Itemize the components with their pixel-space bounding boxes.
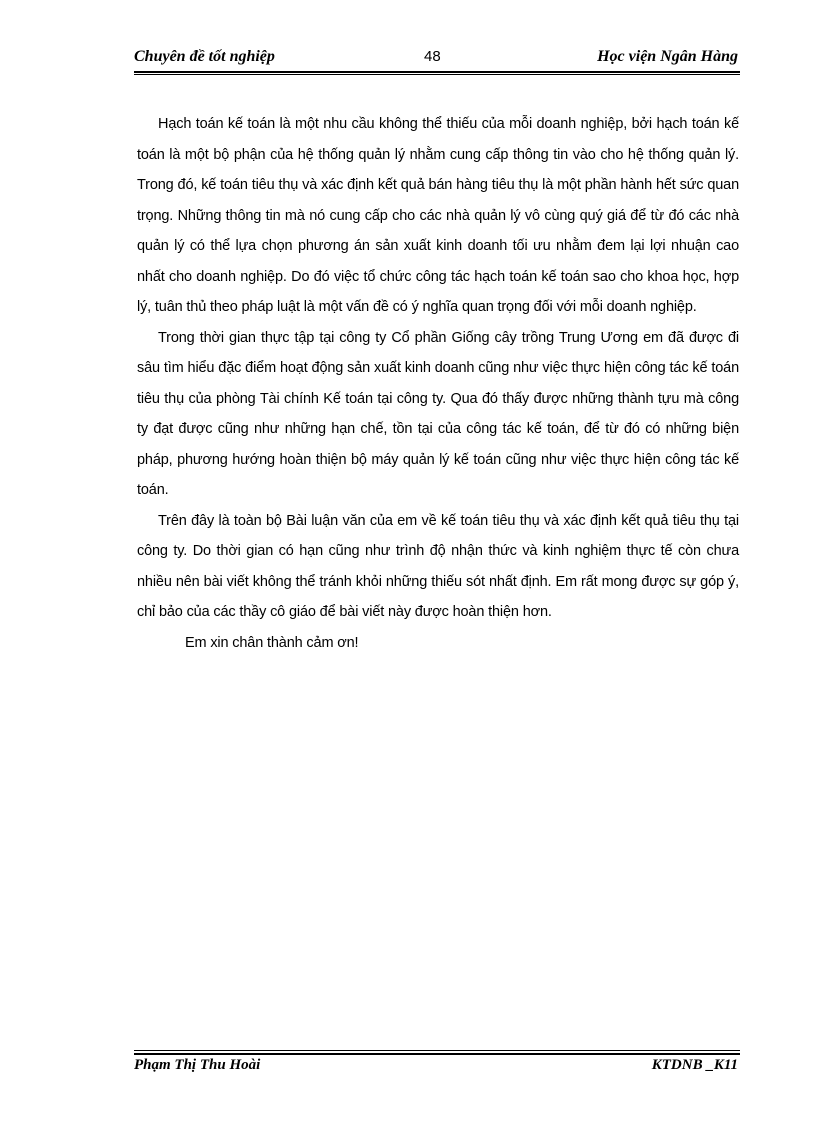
header-institution: Học viện Ngân Hàng [597, 48, 738, 65]
footer-class-code: KTDNB _K11 [651, 1057, 738, 1073]
page-header [134, 48, 740, 70]
header-rule-thin [134, 74, 740, 75]
page-number: 48 [424, 48, 441, 65]
paragraph-1: Hạch toán kế toán là một nhu cầu không thể thiếu của mỗi doanh nghiệp, bởi hạch toán kế toán là một bộ phận của hệ thống quản lý nhằm cung cấp thông tin vào cho hệ thống quản lý. Trong đó, kế toán tiêu thụ và xác định kết quả bán hàng tiêu thụ là một phần hành hết sức quan trọng. Những thông tin mà nó cung cấp cho các nhà quản lý vô cùng quý giá để từ đó các nhà quản lý có thể lựa chọn phương án sản xuất kinh doanh tối ưu nhằm đem lại lợi nhuận cao nhất cho doanh nghiệp. Do đó việc tổ chức công tác hạch toán kế toán sao cho khoa học, hợp lý, tuân thủ theo pháp luật là một vấn đề có ý nghĩa quan trọng đối với mỗi doanh nghiệp. [137, 116, 739, 315]
closing-line: Em xin chân thành cảm ơn! [185, 634, 359, 651]
footer-rule-thin [134, 1050, 740, 1051]
paragraph-3: Trên đây là toàn bộ Bài luận văn của em về kế toán tiêu thụ và xác định kết quả tiêu thụ tại công ty. Do thời gian có hạn cũng như trình độ nhận thức và kinh nghiệm thực tế còn chưa nhiều nên bài viết không thể tránh khỏi những thiếu sót nhất định. Em rất mong được sự góp ý, chỉ bảo của các thầy cô giáo để bài viết này được hoàn thiện hơn. [137, 512, 739, 620]
header-rule-thick [134, 71, 740, 73]
document-body [137, 109, 739, 658]
header-document-title: Chuyên đề tốt nghiệp [134, 48, 275, 65]
footer-author: Phạm Thị Thu Hoài [134, 1057, 261, 1073]
page-footer [134, 1057, 740, 1079]
paragraph-2: Trong thời gian thực tập tại công ty Cổ phần Giống cây trồng Trung Ương em đã được đi sâu tìm hiểu đặc điểm hoạt động sản xuất kinh doanh cũng như việc thực hiện công tác kế toán tiêu thụ của phòng Tài chính Kế toán tại công ty. Qua đó thấy được những thành tựu mà công ty đạt được cũng như những hạn chế, tồn tại của công tác kế toán, để từ đó có những biện pháp, phương hướng hoàn thiện bộ máy quản lý kế toán cũng như việc thực hiện công tác kế toán. [137, 329, 739, 498]
footer-rule-thick [134, 1053, 740, 1055]
